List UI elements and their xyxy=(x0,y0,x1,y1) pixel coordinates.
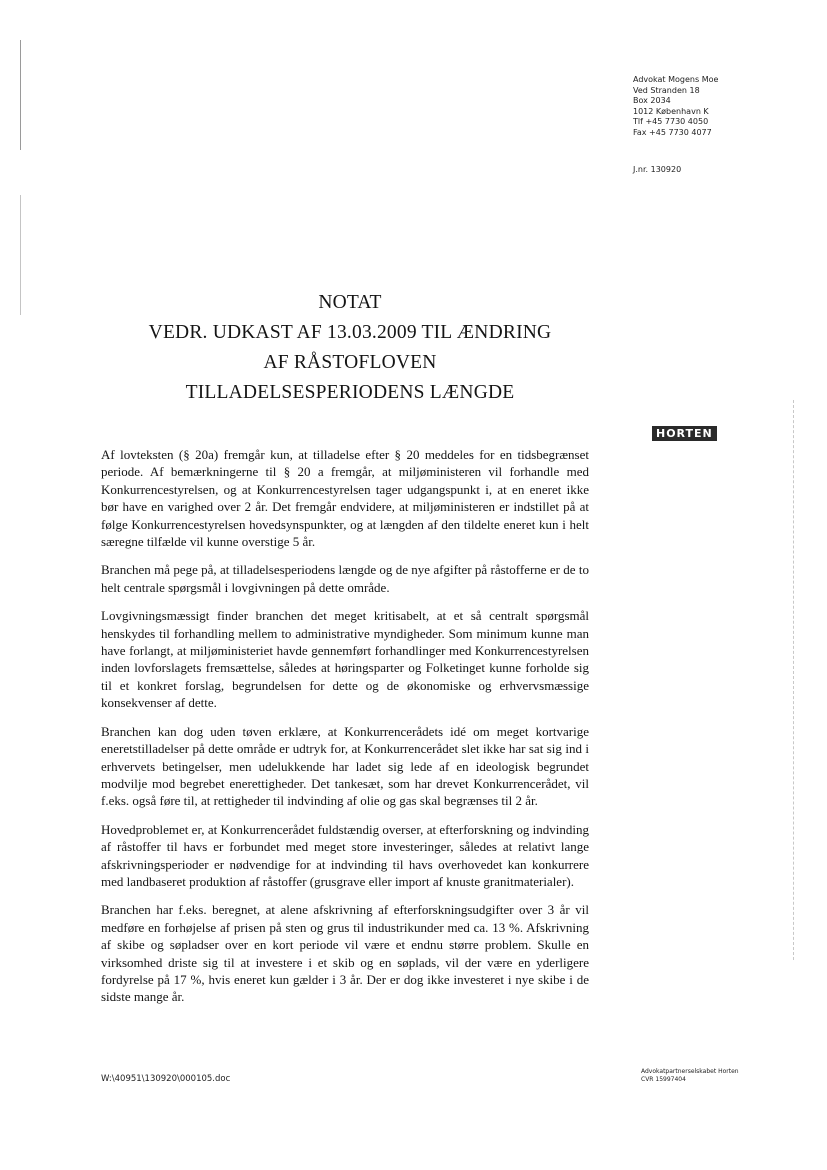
body-paragraph: Branchen har f.eks. beregnet, at alene afskrivning af efterforskningsudgifter over 3 år vil medføre en forhøjelse af prisen på sten og grus til industrikunder med ca. 13 %. Afskrivning af skibe og søpladser over en kort periode vil være et endnu større problem. Skulle en virksomhed driste sig til at investere i et skib og en søplads, vil der være en yderligere fordyrelse på 17 %, hvis eneret kun gælder i 3 år. Der er dog ikke investeret i nye skibe i de sidste mange år. xyxy=(101,902,589,1005)
body-paragraph: Lovgivningsmæssigt finder branchen det meget kritisabelt, at et så centralt spørgsmål henskydes til forhandling mellem to administrative myndigheder. Som minimum kunne man have forlangt, at miljøministeriet havde gennemført forhandlinger med Konkurrencestyrelsen inden lovforslagets fremsættelse, således at høringsparter og Folketinget kunne forholde sig til et konkret forslag, begrundelsen for dette og de økonomiske og erhvervsmæssige konsekvenser af dette. xyxy=(101,608,589,711)
fax-line: Fax +45 7730 4077 xyxy=(633,127,712,137)
scan-edge-line xyxy=(20,40,21,150)
body-paragraph: Af lovteksten (§ 20a) fremgår kun, at tilladelse efter § 20 meddeles for en tidsbegrænset periode. Af bemærkningerne til § 20 a fremgår, at miljøministeren vil forhandle med Konkurrencestyrelsen, og at Konkurrencestyrelsen tager udgangspunkt i, at en eneret ikke bør have en varighed over 2 år. Det fremgår endvidere, at miljøministeren er indstillet på at følge Konkurrencestyrelsen hovedsynspunkter, og at længden af den tildelte eneret kun i helt særegne tilfælde vil kunne overstige 5 år. xyxy=(101,447,589,550)
heading-title: NOTAT xyxy=(318,292,382,313)
address-line: Ved Stranden 18 xyxy=(633,85,700,95)
address-line: Advokat Mogens Moe xyxy=(633,75,719,84)
heading-line: TILLADELSESPERIODENS LÆNGDE xyxy=(185,382,515,403)
scan-edge-line xyxy=(793,400,795,960)
letterhead-address xyxy=(633,75,718,138)
journal-number: J.nr. 130920 xyxy=(633,165,682,174)
document-heading xyxy=(70,288,630,408)
file-path: W:\40951\130920\000105.doc xyxy=(101,1074,231,1084)
heading-line: AF RÅSTOFLOVEN xyxy=(263,352,437,373)
body-paragraph: Branchen må pege på, at tilladelsesperiodens længde og de nye afgifter på råstofferne er de to helt centrale spørgsmål i lovgivningen på dette område. xyxy=(101,562,589,595)
company-cvr: CVR 15997404 xyxy=(641,1076,686,1083)
body-paragraph: Hovedproblemet er, at Konkurrencerådet fuldstændig overser, at efterforskning og indvinding af råstoffer til havs er forbundet med meget store investeringer, således at relativt lange afskrivningsperioder er nødvendige for at indvinding til havs overhovedet kan konkurrere med landbaseret produktion af råstoffer (grusgrave eller import af knuste granitmaterialer). xyxy=(101,821,589,889)
body-paragraph: Branchen kan dog uden tøven erklære, at Konkurrencerådets idé om meget kortvarige eneretstilladelser på dette område er udtryk for, at Konkurrencerådet slet ikke har sat sig ind i erhvervets betingelser, men udelukkende har ladet sig lede af en ideologisk begrundet modvilje mod begrebet enerettigheder. Det tankesæt, som har drevet Konkurrencerådet, vil f.eks. også føre til, at rettigheder til indvinding af olie og gas skal begrænses til 2 år. xyxy=(101,723,589,809)
scan-edge-line xyxy=(20,195,21,315)
heading-line: VEDR. UDKAST AF 13.03.2009 TIL ÆNDRING xyxy=(148,322,552,343)
memo-body xyxy=(101,446,589,1017)
company-footer xyxy=(641,1068,739,1084)
address-line: Box 2034 xyxy=(633,96,671,105)
horten-logo: HORTEN xyxy=(652,426,717,441)
address-line: 1012 København K xyxy=(633,106,709,116)
company-name: Advokatpartnerselskabet Horten xyxy=(641,1068,739,1075)
phone-line: Tlf +45 7730 4050 xyxy=(633,117,709,126)
